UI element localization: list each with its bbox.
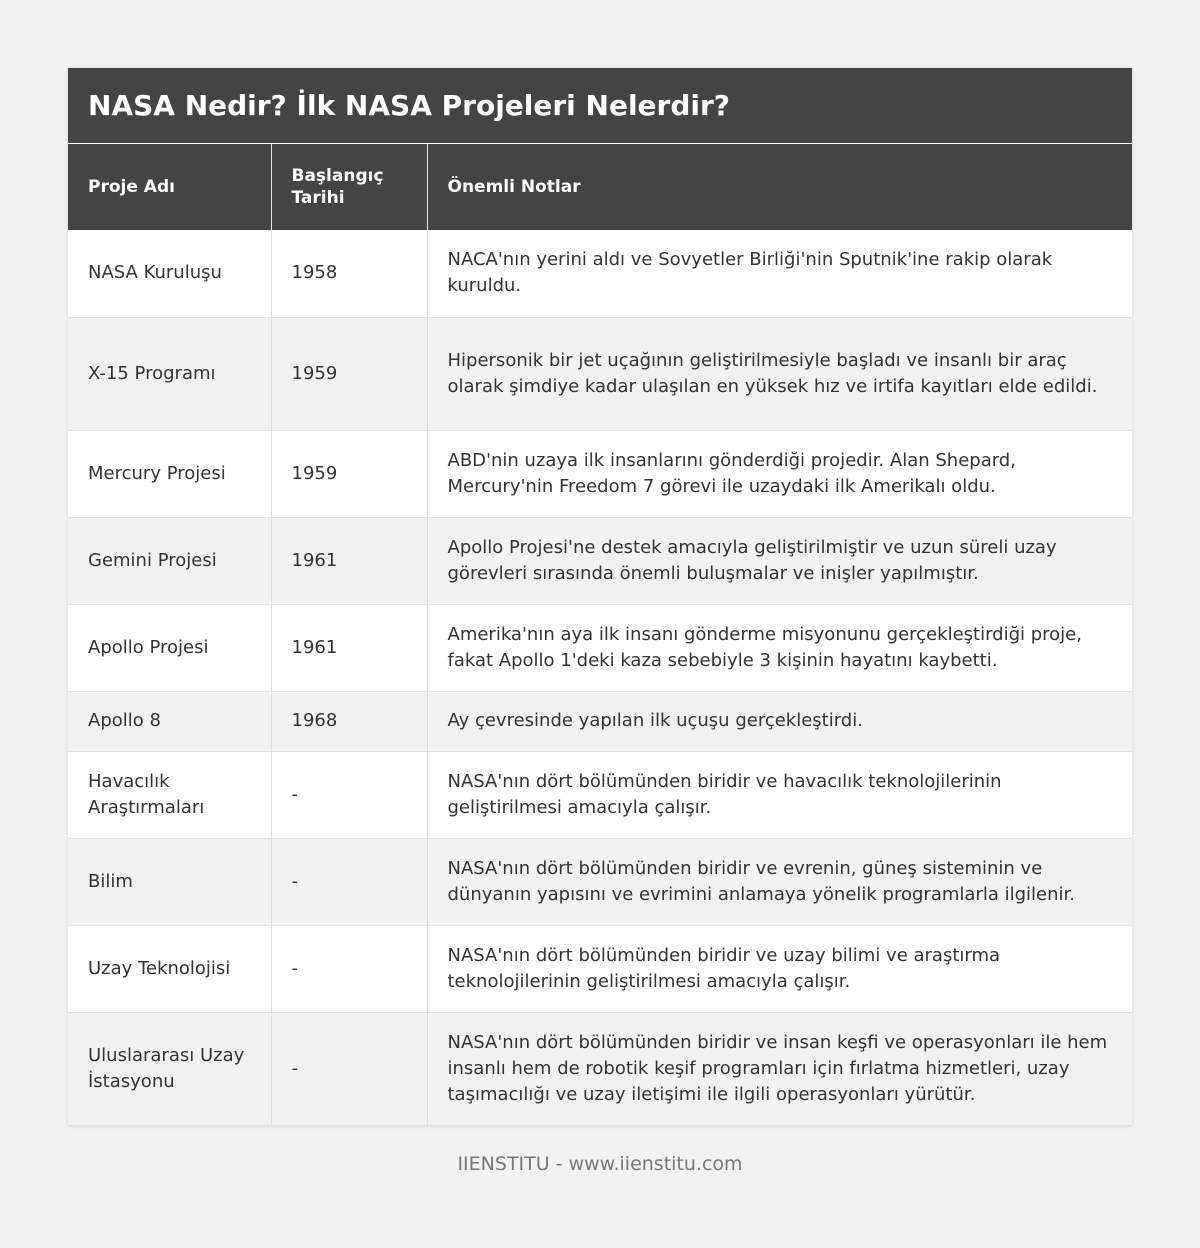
table-row bbox=[68, 317, 1132, 430]
cell-notes: Hipersonik bir jet uçağının geliştirilmesiyle başladı ve insanlı bir araç olarak şimdiye kadar ulaşılan en yüksek hız ve irtifa kayıtları elde edildi. bbox=[427, 317, 1132, 430]
cell-notes: Ay çevresinde yapılan ilk uçuşu gerçekleştirdi. bbox=[427, 691, 1132, 751]
cell-project-name: Bilim bbox=[68, 838, 271, 925]
table-row bbox=[68, 604, 1132, 691]
table-header-row bbox=[68, 144, 1132, 230]
cell-project-name: Havacılık Araştırmaları bbox=[68, 751, 271, 838]
column-header-start-date: Başlangıç Tarihi bbox=[271, 144, 427, 230]
table-title: NASA Nedir? İlk NASA Projeleri Nelerdir? bbox=[68, 68, 1132, 144]
cell-notes: NACA'nın yerini aldı ve Sovyetler Birliği'nin Sputnik'ine rakip olarak kuruldu. bbox=[427, 230, 1132, 317]
cell-project-name: Gemini Projesi bbox=[68, 517, 271, 604]
footer-credit: IIENSTITU - www.iienstitu.com bbox=[457, 1153, 743, 1175]
table-card bbox=[68, 68, 1132, 1126]
cell-start-date: 1961 bbox=[271, 517, 427, 604]
table-row bbox=[68, 1012, 1132, 1125]
table-row bbox=[68, 230, 1132, 317]
cell-start-date: - bbox=[271, 751, 427, 838]
cell-start-date: 1958 bbox=[271, 230, 427, 317]
table-row bbox=[68, 517, 1132, 604]
cell-start-date: 1968 bbox=[271, 691, 427, 751]
cell-start-date: 1959 bbox=[271, 317, 427, 430]
table-row bbox=[68, 925, 1132, 1012]
column-header-notes: Önemli Notlar bbox=[427, 144, 1132, 230]
cell-notes: NASA'nın dört bölümünden biridir ve uzay bilimi ve araştırma teknolojilerinin geliştirilmesi amacıyla çalışır. bbox=[427, 925, 1132, 1012]
cell-notes: NASA'nın dört bölümünden biridir ve evrenin, güneş sisteminin ve dünyanın yapısını ve evrimini anlamaya yönelik programlarla ilgilenir. bbox=[427, 838, 1132, 925]
cell-project-name: Uzay Teknolojisi bbox=[68, 925, 271, 1012]
cell-project-name: Mercury Projesi bbox=[68, 430, 271, 517]
cell-notes: Apollo Projesi'ne destek amacıyla geliştirilmiştir ve uzun süreli uzay görevleri sırasında önemli buluşmalar ve inişler yapılmıştır. bbox=[427, 517, 1132, 604]
cell-project-name: X-15 Programı bbox=[68, 317, 271, 430]
cell-project-name: Uluslararası Uzay İstasyonu bbox=[68, 1012, 271, 1125]
cell-start-date: - bbox=[271, 838, 427, 925]
cell-notes: NASA'nın dört bölümünden biridir ve insan keşfi ve operasyonları ile hem insanlı hem de robotik keşif programları için fırlatma hizmetleri, uzay taşımacılığı ve uzay iletişimi ile ilgili operasyonları yürütür. bbox=[427, 1012, 1132, 1125]
cell-start-date: - bbox=[271, 925, 427, 1012]
cell-notes: NASA'nın dört bölümünden biridir ve havacılık teknolojilerinin geliştirilmesi amacıyla çalışır. bbox=[427, 751, 1132, 838]
cell-start-date: 1961 bbox=[271, 604, 427, 691]
table-row bbox=[68, 691, 1132, 751]
cell-start-date: - bbox=[271, 1012, 427, 1125]
cell-notes: Amerika'nın aya ilk insanı gönderme misyonunu gerçekleştirdiği proje, fakat Apollo 1'deki kaza sebebiyle 3 kişinin hayatını kaybetti. bbox=[427, 604, 1132, 691]
cell-project-name: Apollo 8 bbox=[68, 691, 271, 751]
column-header-project-name: Proje Adı bbox=[68, 144, 271, 230]
table-row bbox=[68, 838, 1132, 925]
cell-project-name: Apollo Projesi bbox=[68, 604, 271, 691]
cell-start-date: 1959 bbox=[271, 430, 427, 517]
cell-notes: ABD'nin uzaya ilk insanlarını gönderdiği projedir. Alan Shepard, Mercury'nin Freedom 7 görevi ile uzaydaki ilk Amerikalı oldu. bbox=[427, 430, 1132, 517]
projects-table bbox=[68, 144, 1132, 1126]
cell-project-name: NASA Kuruluşu bbox=[68, 230, 271, 317]
table-row bbox=[68, 751, 1132, 838]
table-row bbox=[68, 430, 1132, 517]
